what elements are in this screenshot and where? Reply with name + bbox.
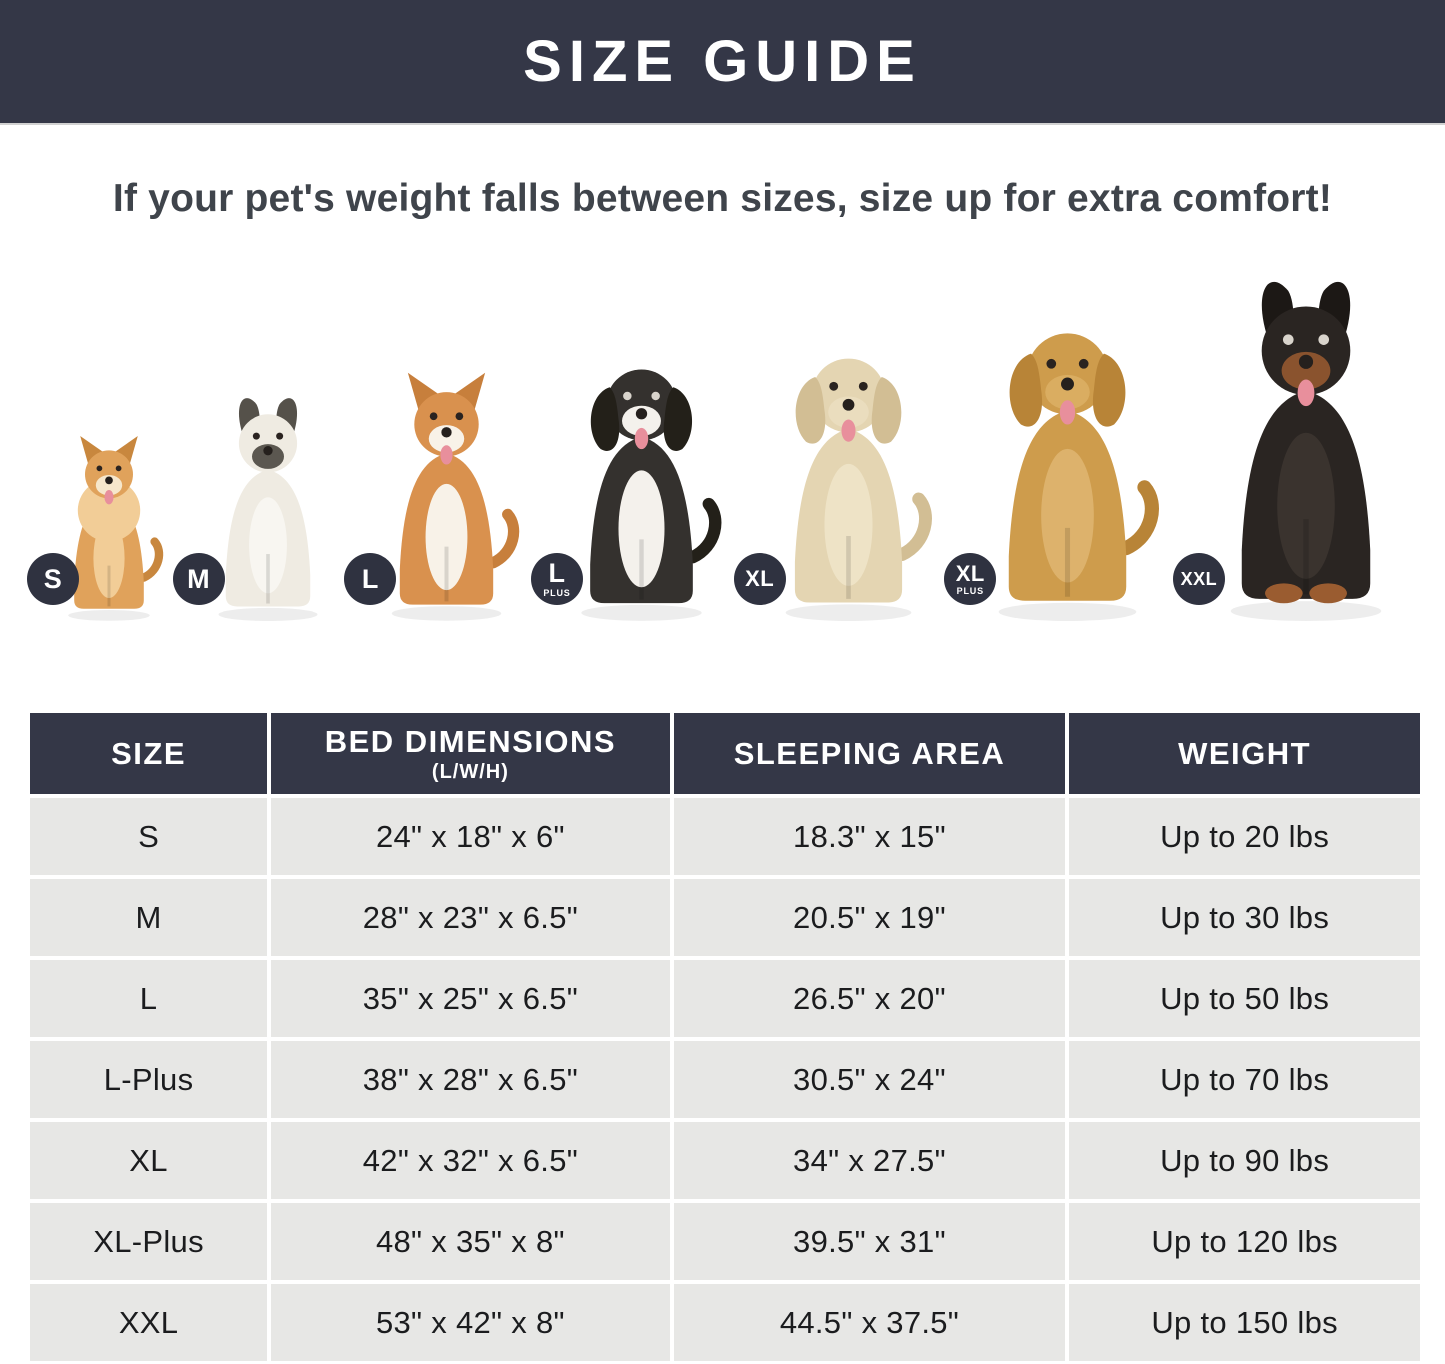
size-badge-sublabel-l-plus: PLUS bbox=[543, 588, 571, 598]
table-cell-l-sleep: 26.5" x 20" bbox=[674, 960, 1066, 1037]
table-cell-xxl-bed: 53" x 42" x 8" bbox=[271, 1284, 670, 1361]
size-badge-xl-plus bbox=[944, 553, 996, 605]
table-cell-s-size: S bbox=[30, 798, 267, 875]
dog-slot-xl-plus bbox=[944, 301, 1169, 621]
size-badge-l-plus bbox=[531, 553, 583, 605]
table-cell-l-weight: Up to 50 lbs bbox=[1069, 960, 1420, 1037]
table-cell-xl-sleep: 34" x 27.5" bbox=[674, 1122, 1066, 1199]
size-badge-sublabel-xl-plus: PLUS bbox=[956, 585, 984, 596]
size-badge-l bbox=[344, 553, 396, 605]
page-title: SIZE GUIDE bbox=[523, 29, 922, 94]
table-cell-l-plus-size: L-Plus bbox=[30, 1041, 267, 1118]
table-cell-xl-plus-weight: Up to 120 lbs bbox=[1069, 1203, 1420, 1280]
table-cell-l-plus-weight: Up to 70 lbs bbox=[1069, 1041, 1420, 1118]
col-header-sleeping-area: SLEEPING AREA bbox=[674, 713, 1066, 794]
size-badge-label-m: M bbox=[187, 563, 211, 594]
dog-slot-s bbox=[27, 431, 169, 621]
size-badge-xxl bbox=[1173, 553, 1225, 605]
size-badge-m bbox=[173, 553, 225, 605]
table-cell-l-size: L bbox=[30, 960, 267, 1037]
size-badge-label-l-plus: L bbox=[548, 558, 566, 588]
dog-slot-xxl bbox=[1173, 271, 1417, 621]
table-cell-xl-bed: 42" x 32" x 6.5" bbox=[271, 1122, 670, 1199]
table-cell-xxl-size: XXL bbox=[30, 1284, 267, 1361]
size-badge-xl bbox=[734, 553, 786, 605]
table-cell-l-plus-sleep: 30.5" x 24" bbox=[674, 1041, 1066, 1118]
table-cell-xl-plus-size: XL-Plus bbox=[30, 1203, 267, 1280]
col-header-size: SIZE bbox=[30, 713, 267, 794]
table-cell-xl-plus-sleep: 39.5" x 31" bbox=[674, 1203, 1066, 1280]
table-cell-m-bed: 28" x 23" x 6.5" bbox=[271, 879, 670, 956]
table-cell-xl-size: XL bbox=[30, 1122, 267, 1199]
size-badge-label-s: S bbox=[43, 563, 63, 594]
table-cell-s-sleep: 18.3" x 15" bbox=[674, 798, 1066, 875]
dog-slot-l-plus bbox=[531, 341, 730, 621]
size-badge-label-xl-plus: XL bbox=[955, 560, 985, 586]
size-badge-label-l: L bbox=[361, 563, 379, 594]
table-cell-xxl-sleep: 44.5" x 37.5" bbox=[674, 1284, 1066, 1361]
dog-slot-m bbox=[173, 391, 341, 621]
header-bar bbox=[0, 0, 1445, 123]
col-header-weight: WEIGHT bbox=[1069, 713, 1420, 794]
table-cell-xl-plus-bed: 48" x 35" x 8" bbox=[271, 1203, 670, 1280]
dog-illustration-xl-plus-golden-retriever bbox=[966, 301, 1169, 621]
table-cell-l-plus-bed: 38" x 28" x 6.5" bbox=[271, 1041, 670, 1118]
size-badge-label-xxl: XXL bbox=[1180, 569, 1218, 589]
bed-dimensions-sub-label: (L/W/H) bbox=[431, 760, 509, 783]
table-cell-s-bed: 24" x 18" x 6" bbox=[271, 798, 670, 875]
table-cell-xl-weight: Up to 90 lbs bbox=[1069, 1122, 1420, 1199]
size-table bbox=[30, 713, 1420, 1361]
table-cell-m-size: M bbox=[30, 879, 267, 956]
table-cell-xxl-weight: Up to 150 lbs bbox=[1069, 1284, 1420, 1361]
subtitle: If your pet's weight falls between sizes, size up for extra comfort! bbox=[112, 177, 1333, 220]
dog-slot-l bbox=[344, 366, 527, 621]
col-header-bed-dimensions bbox=[271, 713, 670, 794]
dog-slot-xl bbox=[734, 329, 941, 621]
table-cell-s-weight: Up to 20 lbs bbox=[1069, 798, 1420, 875]
table-cell-m-sleep: 20.5" x 19" bbox=[674, 879, 1066, 956]
dog-illustration-xxl-doberman bbox=[1195, 271, 1417, 621]
table-cell-l-bed: 35" x 25" x 6.5" bbox=[271, 960, 670, 1037]
dog-size-lineup bbox=[0, 265, 1445, 621]
table-cell-m-weight: Up to 30 lbs bbox=[1069, 879, 1420, 956]
size-badge-s bbox=[27, 553, 79, 605]
size-badge-label-xl: XL bbox=[745, 566, 775, 591]
bed-dimensions-label: BED DIMENSIONS bbox=[324, 723, 617, 759]
